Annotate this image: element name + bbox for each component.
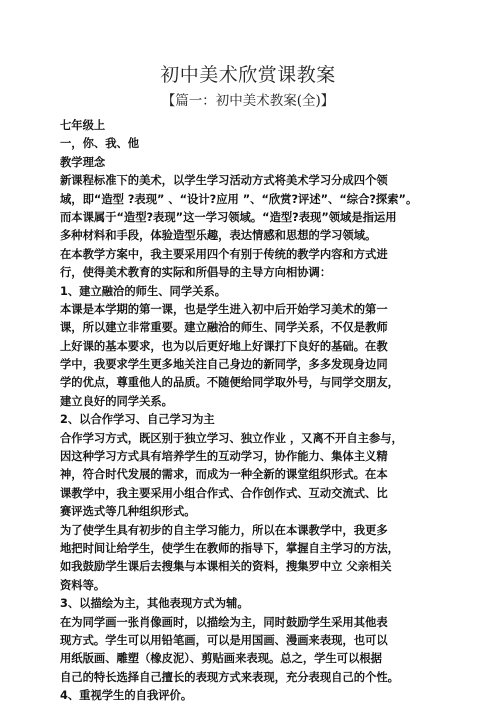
body-line: 一，你、我、他 (60, 137, 140, 151)
body-line: 行，使得美术教育的实际和所倡导的主导方向相协调： (60, 266, 332, 280)
body-line: 为了使学生具有初步的自主学习能力，所以在本课教学中，我更多 (60, 523, 388, 537)
body-line: 自己的特长选择自己擅长的表现方式来表现，充分表现自己的个性。 (60, 670, 399, 684)
body-line: 课教学中，我主要采用小组合作式、合作创作式、互动交流式、比 (60, 486, 388, 500)
body-line: 3、以描绘为主，其他表现方式为辅。 (60, 597, 249, 611)
body-line: 因这种学习方式具有培养学生的互动学习，协作能力、集体主义精 (60, 450, 388, 464)
body-line: 七年级上 (60, 119, 106, 132)
body-line: 学中，我要求学生更多地关注自己身边的新同学，多多发现身边同 (60, 358, 388, 372)
body-line: 资料等。 (60, 578, 106, 592)
document-title: 初中美术欣赏课教案 (160, 64, 336, 86)
body-line: 域，即“造型 ?表现” 、“设计?应用 ”、“欣赏?评述”、“综合?探索”。 (60, 192, 418, 206)
body-line: 地把时间让给学生，使学生在教师的指导下，掌握自主学习的方法， (60, 541, 399, 555)
body-line: 神，符合时代发展的需求，而成为一种全新的课堂组织形式。在本 (60, 468, 388, 482)
body-line: 建立良好的同学关系。 (60, 394, 173, 408)
body-line: 本课是本学期的第一课，也是学生进入初中后开始学习美术的第一 (60, 302, 388, 316)
body-line: 1、建立融洽的师生、同学关系。 (60, 284, 227, 298)
body-line: 2、以合作学习、自己学习为主 (60, 413, 215, 427)
body-line: 教学理念 (60, 155, 106, 169)
body-line: 课，所以建立非常重要。建立融洽的师生、同学关系，不仅是教师 (60, 321, 388, 335)
body-line: 合作学习方式，既区别于独立学习、独立作业 ，又离不开自主参与， (60, 431, 403, 445)
body-line: 多种材料和手段，体验造型乐趣，表达情感和思想的学习领域。 (60, 229, 377, 243)
document-body (60, 117, 456, 706)
document-subtitle: 【篇一：初中美术教案(全)】 (161, 93, 335, 109)
body-line: 上好课的基本要求，也为以后更好地上好课打下良好的基础。在教 (60, 339, 388, 353)
body-line: 现方式。学生可以用铅笔画，可以是用国画、漫画来表现，也可以 (60, 633, 388, 647)
body-line: 学的优点，尊重他人的品质。不随便给同学取外号，与同学交朋友， (60, 376, 399, 390)
body-line: 4、重视学生的自我评价。 (60, 689, 193, 703)
body-line: 赛评选式等几种组织形式。 (60, 505, 196, 519)
body-line: 如我鼓励学生课后去搜集与本课相关的资料，搜集罗中立 父亲相关 (60, 560, 392, 574)
body-line: 在本教学方案中，我主要采用四个有别于传统的教学内容和方式进 (60, 247, 388, 261)
body-line: 新课程标准下的美术，以学生学习活动方式将美术学习分成四个领 (60, 174, 388, 188)
body-line: 而本课属于“造型?表现”这一学习领域。“造型?表现”领域是指运用 (60, 210, 397, 224)
body-line: 在为同学画一张肖像画时，以描绘为主，同时鼓励学生采用其他表 (60, 615, 388, 629)
body-line: 用纸版画、雕塑（橡皮泥）、剪贴画来表现。总之，学生可以根据 (60, 652, 382, 666)
